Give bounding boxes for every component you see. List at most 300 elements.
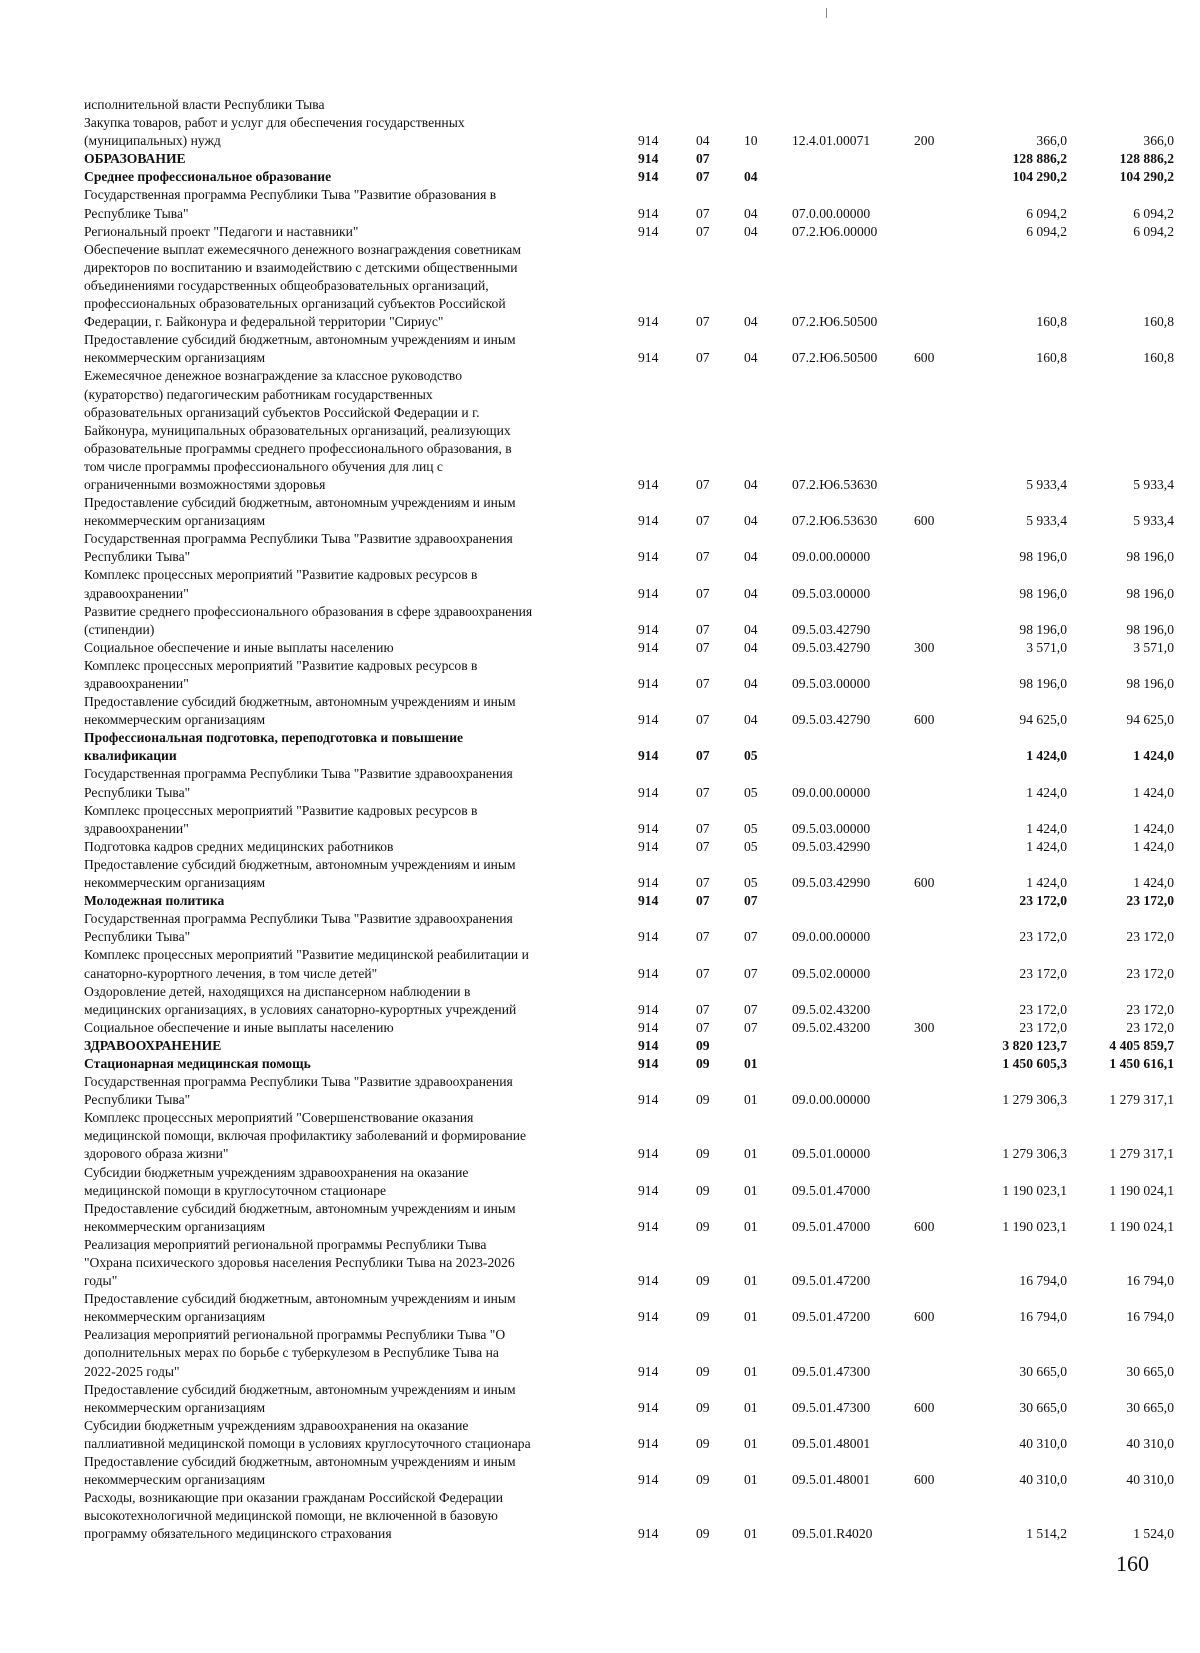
grbs-code: 914: [638, 875, 659, 891]
grbs-code: 914: [638, 1363, 659, 1379]
section-code: 07: [696, 350, 710, 366]
section-code: 09: [696, 1526, 710, 1542]
amount-first-year: 23 172,0: [1019, 965, 1067, 981]
table-row: [84, 892, 1174, 910]
amount-second-year: 16 794,0: [1126, 1273, 1174, 1289]
grbs-code: 914: [638, 712, 659, 728]
row-description: Комплекс процессных мероприятий "Развитие медицинской реабилитации и санаторно-курортного лечения, в том числе детей": [84, 947, 529, 981]
table-row: [84, 1453, 1174, 1489]
row-description: Комплекс процессных мероприятий "Совершенствование оказания медицинской помощи, включая профилактику заболеваний и формирование здорового образа жизни": [84, 1110, 527, 1162]
row-description: ОБРАЗОВАНИЕ: [84, 151, 186, 167]
table-row: [84, 186, 1174, 222]
target-article-code: 07.2.Ю6.00000: [792, 223, 878, 239]
section-code: 09: [696, 1055, 710, 1071]
row-description: Стационарная медицинская помощь: [84, 1055, 311, 1071]
row-description: Развитие среднего профессионального образования в сфере здравоохранения (стипендии): [84, 603, 533, 637]
grbs-code: 914: [638, 1182, 659, 1198]
section-code: 07: [696, 621, 710, 637]
subsection-code: 01: [744, 1182, 758, 1198]
amount-first-year: 1 190 023,1: [1002, 1218, 1067, 1234]
table-row: [84, 1290, 1174, 1326]
target-article-code: 09.5.01.47200: [792, 1273, 871, 1289]
section-code: 07: [696, 875, 710, 891]
subsection-code: 01: [744, 1146, 758, 1162]
section-code: 09: [696, 1363, 710, 1379]
table-row: [84, 150, 1174, 168]
amount-second-year: 1 424,0: [1133, 875, 1174, 891]
amount-first-year: 366,0: [1036, 133, 1067, 149]
table-row: [84, 983, 1174, 1019]
amount-first-year: 1 190 023,1: [1002, 1182, 1067, 1198]
section-code: 09: [696, 1218, 710, 1234]
grbs-code: 914: [638, 1472, 659, 1488]
subsection-code: 04: [744, 350, 758, 366]
row-description: Комплекс процессных мероприятий "Развитие кадровых ресурсов в здравоохранении": [84, 657, 478, 691]
section-code: 07: [696, 151, 710, 167]
target-article-code: 09.0.00.00000: [792, 784, 871, 800]
row-description: Профессиональная подготовка, переподготовка и повышение квалификации: [84, 730, 464, 764]
grbs-code: 914: [638, 639, 659, 655]
amount-second-year: 6 094,2: [1133, 205, 1174, 221]
subsection-code: 05: [744, 748, 758, 764]
section-code: 09: [696, 1435, 710, 1451]
table-row: [84, 693, 1174, 729]
amount-first-year: 23 172,0: [1019, 1019, 1067, 1035]
subsection-code: 01: [744, 1526, 758, 1542]
target-article-code: 09.5.01.47000: [792, 1218, 871, 1234]
amount-first-year: 16 794,0: [1019, 1273, 1067, 1289]
grbs-code: 914: [638, 676, 659, 691]
table-row: [84, 1073, 1174, 1109]
section-code: 07: [696, 712, 710, 728]
table-row: [84, 657, 1174, 693]
grbs-code: 914: [638, 169, 659, 185]
table-row: [84, 1326, 1174, 1380]
grbs-code: 914: [638, 314, 659, 330]
grbs-code: 914: [638, 621, 659, 637]
table-row: [84, 1109, 1174, 1163]
grbs-code: 914: [638, 838, 659, 854]
amount-second-year: 128 886,2: [1119, 151, 1174, 167]
target-article-code: 09.5.03.42790: [792, 621, 871, 637]
section-code: 07: [696, 314, 710, 330]
amount-first-year: 160,8: [1036, 350, 1067, 366]
amount-first-year: 3 571,0: [1026, 639, 1067, 655]
amount-first-year: 6 094,2: [1026, 223, 1067, 239]
section-code: 07: [696, 205, 710, 221]
target-article-code: 09.5.03.42990: [792, 838, 871, 854]
amount-second-year: 6 094,2: [1133, 223, 1174, 239]
table-row: [84, 223, 1174, 241]
table-row: [84, 639, 1174, 657]
section-code: 07: [696, 585, 710, 601]
expense-type-code: 600: [914, 1399, 935, 1415]
amount-second-year: 5 933,4: [1133, 476, 1174, 492]
amount-second-year: 30 665,0: [1126, 1363, 1174, 1379]
table-row: [84, 1489, 1174, 1543]
section-code: 07: [696, 476, 710, 492]
row-description: Предоставление субсидий бюджетным, автономным учреждениям и иным некоммерческим организациям: [84, 1454, 516, 1488]
table-row: [84, 729, 1174, 765]
amount-first-year: 3 820 123,7: [1002, 1037, 1067, 1053]
subsection-code: 04: [744, 205, 758, 221]
grbs-code: 914: [638, 1092, 659, 1108]
row-description: Государственная программа Республики Тыва "Развитие здравоохранения Республики Тыва": [84, 531, 513, 565]
target-article-code: 09.5.03.42790: [792, 712, 871, 728]
subsection-code: 05: [744, 875, 758, 891]
amount-first-year: 128 886,2: [1012, 151, 1067, 167]
section-code: 07: [696, 676, 710, 691]
subsection-code: 04: [744, 676, 758, 691]
section-code: 09: [696, 1146, 710, 1162]
table-row: [84, 856, 1174, 892]
subsection-code: 04: [744, 621, 758, 637]
amount-second-year: 98 196,0: [1126, 676, 1174, 691]
section-code: 07: [696, 748, 710, 764]
expense-type-code: 600: [914, 1472, 935, 1488]
amount-second-year: 3 571,0: [1133, 639, 1174, 655]
section-code: 09: [696, 1309, 710, 1325]
target-article-code: 09.0.00.00000: [792, 929, 871, 945]
table-row: [84, 946, 1174, 982]
section-code: 07: [696, 549, 710, 565]
amount-first-year: 1 279 306,3: [1002, 1092, 1067, 1108]
subsection-code: 07: [744, 965, 758, 981]
target-article-code: 09.5.01.47200: [792, 1309, 871, 1325]
amount-second-year: 30 665,0: [1126, 1399, 1174, 1415]
subsection-code: 04: [744, 314, 758, 330]
amount-first-year: 94 625,0: [1019, 712, 1067, 728]
target-article-code: 09.5.03.00000: [792, 585, 871, 601]
amount-second-year: 104 290,2: [1119, 169, 1174, 185]
row-description: Комплекс процессных мероприятий "Развитие кадровых ресурсов в здравоохранении": [84, 802, 478, 836]
row-description: исполнительной власти Республики Тыва: [84, 97, 325, 112]
subsection-code: 05: [744, 784, 758, 800]
expense-type-code: 600: [914, 875, 935, 891]
amount-second-year: 160,8: [1143, 314, 1174, 330]
target-article-code: 09.5.03.00000: [792, 820, 871, 836]
grbs-code: 914: [638, 784, 659, 800]
grbs-code: 914: [638, 820, 659, 836]
table-row: [84, 910, 1174, 946]
subsection-code: 05: [744, 838, 758, 854]
amount-second-year: 1 190 024,1: [1109, 1218, 1174, 1234]
target-article-code: 09.5.01.48001: [792, 1435, 871, 1451]
table-row: [84, 494, 1174, 530]
expense-type-code: 600: [914, 712, 935, 728]
amount-second-year: 1 424,0: [1133, 784, 1174, 800]
grbs-code: 914: [638, 350, 659, 366]
page-number: 160: [1116, 1551, 1149, 1576]
amount-first-year: 30 665,0: [1019, 1399, 1067, 1415]
subsection-code: 07: [744, 1001, 758, 1017]
table-row: [84, 1236, 1174, 1290]
amount-second-year: 94 625,0: [1126, 712, 1174, 728]
row-description: Государственная программа Республики Тыва "Развитие здравоохранения Республики Тыва": [84, 1074, 513, 1108]
amount-first-year: 23 172,0: [1019, 929, 1067, 945]
row-description: Предоставление субсидий бюджетным, автономным учреждениям и иным некоммерческим организациям: [84, 495, 516, 529]
amount-second-year: 1 524,0: [1133, 1526, 1174, 1542]
amount-first-year: 30 665,0: [1019, 1363, 1067, 1379]
subsection-code: 05: [744, 820, 758, 836]
expense-type-code: 600: [914, 1309, 935, 1325]
amount-second-year: 98 196,0: [1126, 585, 1174, 601]
subsection-code: 01: [744, 1273, 758, 1289]
subsection-code: 04: [744, 639, 758, 655]
table-row: [84, 367, 1174, 494]
section-code: 07: [696, 965, 710, 981]
grbs-code: 914: [638, 1055, 659, 1071]
amount-second-year: 23 172,0: [1126, 965, 1174, 981]
row-description: Предоставление субсидий бюджетным, автономным учреждениям и иным некоммерческим организациям: [84, 1381, 516, 1415]
amount-first-year: 1 424,0: [1026, 875, 1067, 891]
amount-first-year: 1 424,0: [1026, 748, 1067, 764]
amount-second-year: 1 424,0: [1133, 838, 1174, 854]
row-description: Предоставление субсидий бюджетным, автономным учреждениям и иным некоммерческим организациям: [84, 694, 516, 728]
section-code: 07: [696, 169, 710, 185]
amount-first-year: 40 310,0: [1019, 1472, 1067, 1488]
amount-first-year: 23 172,0: [1019, 893, 1067, 909]
row-description: Предоставление субсидий бюджетным, автономным учреждениям и иным некоммерческим организациям: [84, 1291, 516, 1325]
amount-second-year: 1 424,0: [1133, 820, 1174, 836]
table-row: [84, 168, 1174, 186]
target-article-code: 09.5.03.42790: [792, 639, 871, 655]
section-code: 07: [696, 893, 710, 909]
table-row: [84, 1037, 1174, 1055]
amount-second-year: 366,0: [1143, 133, 1174, 149]
subsection-code: 10: [744, 133, 758, 149]
amount-second-year: 40 310,0: [1126, 1472, 1174, 1488]
table-row: [84, 1417, 1174, 1453]
row-description: Подготовка кадров средних медицинских работников: [84, 838, 394, 854]
section-code: 09: [696, 1399, 710, 1415]
amount-second-year: 1 450 616,1: [1109, 1055, 1174, 1071]
subsection-code: 01: [744, 1092, 758, 1108]
section-code: 07: [696, 1001, 710, 1017]
row-description: Государственная программа Республики Тыва "Развитие образования в Республике Тыва": [84, 187, 497, 221]
target-article-code: 09.5.03.00000: [792, 676, 871, 691]
amount-second-year: 98 196,0: [1126, 621, 1174, 637]
subsection-code: 04: [744, 223, 758, 239]
row-description: Предоставление субсидий бюджетным, автономным учреждениям и иным некоммерческим организациям: [84, 1200, 516, 1234]
amount-second-year: 23 172,0: [1126, 929, 1174, 945]
expense-type-code: 600: [914, 1218, 935, 1234]
grbs-code: 914: [638, 1019, 659, 1035]
row-description: ЗДРАВООХРАНЕНИЕ: [84, 1037, 222, 1053]
grbs-code: 914: [638, 1273, 659, 1289]
section-code: 09: [696, 1273, 710, 1289]
target-article-code: 09.5.01.47300: [792, 1363, 871, 1379]
row-description: Расходы, возникающие при оказании гражданам Российской Федерации высокотехнологичной медицинской помощи, не включенной в базовую программу обязательного медицинского страхования: [84, 1490, 504, 1542]
amount-second-year: 40 310,0: [1126, 1435, 1174, 1451]
row-description: Реализация мероприятий региональной программы Республики Тыва "Охрана психического здоровья населения Республики Тыва на 2023-2026 годы": [84, 1236, 515, 1289]
amount-second-year: 16 794,0: [1126, 1309, 1174, 1325]
expense-type-code: 600: [914, 350, 935, 366]
target-article-code: 09.0.00.00000: [792, 1092, 871, 1108]
table-row: [84, 96, 1174, 114]
subsection-code: 01: [744, 1399, 758, 1415]
grbs-code: 914: [638, 748, 659, 764]
table-row: [84, 765, 1174, 801]
grbs-code: 914: [638, 929, 659, 945]
table-row: [84, 530, 1174, 566]
amount-first-year: 1 424,0: [1026, 838, 1067, 854]
target-article-code: 09.5.01.47000: [792, 1182, 871, 1198]
subsection-code: 01: [744, 1435, 758, 1451]
grbs-code: 914: [638, 513, 659, 529]
grbs-code: 914: [638, 133, 659, 149]
scan-mark: [826, 8, 827, 18]
target-article-code: 07.2.Ю6.50500: [792, 314, 878, 330]
target-article-code: 09.5.02.43200: [792, 1001, 871, 1017]
amount-second-year: 1 279 317,1: [1109, 1146, 1174, 1162]
expense-type-code: 600: [914, 513, 935, 529]
grbs-code: 914: [638, 1001, 659, 1017]
row-description: Государственная программа Республики Тыва "Развитие здравоохранения Республики Тыва": [84, 766, 513, 800]
target-article-code: 09.5.01.48001: [792, 1472, 871, 1488]
amount-first-year: 6 094,2: [1026, 205, 1067, 221]
amount-first-year: 16 794,0: [1019, 1309, 1067, 1325]
amount-second-year: 4 405 859,7: [1109, 1037, 1174, 1053]
table-row: [84, 1164, 1174, 1200]
expense-type-code: 200: [914, 133, 935, 149]
section-code: 07: [696, 1019, 710, 1035]
table-row: [84, 241, 1174, 331]
section-code: 09: [696, 1472, 710, 1488]
row-description: Оздоровление детей, находящихся на диспансерном наблюдении в медицинских организациях, в условиях санаторно-курортных учреждений: [84, 983, 517, 1017]
amount-second-year: 23 172,0: [1126, 893, 1174, 909]
amount-first-year: 5 933,4: [1026, 476, 1067, 492]
table-row: [84, 566, 1174, 602]
amount-first-year: 98 196,0: [1019, 549, 1067, 565]
target-article-code: 07.2.Ю6.53630: [792, 476, 878, 492]
amount-first-year: 1 450 605,3: [1002, 1055, 1067, 1071]
amount-second-year: 23 172,0: [1126, 1001, 1174, 1017]
grbs-code: 914: [638, 1526, 659, 1542]
row-description: Обеспечение выплат ежемесячного денежного вознаграждения советникам директоров по воспитанию и взаимодействию с детскими общественными объединениями государственных общеобразовательных организаций, профессиональных образовательных организаций субъектов Российской Федерации, г. Байконура и федеральной территории "Сириус": [84, 241, 521, 330]
grbs-code: 914: [638, 1435, 659, 1451]
amount-second-year: 1 279 317,1: [1109, 1092, 1174, 1108]
amount-first-year: 5 933,4: [1026, 513, 1067, 529]
subsection-code: 07: [744, 929, 758, 945]
grbs-code: 914: [638, 549, 659, 565]
target-article-code: 07.0.00.00000: [792, 205, 871, 221]
target-article-code: 09.0.00.00000: [792, 549, 871, 565]
section-code: 09: [696, 1037, 710, 1053]
subsection-code: 04: [744, 712, 758, 728]
section-code: 07: [696, 639, 710, 655]
table-row: [84, 1200, 1174, 1236]
section-code: 07: [696, 820, 710, 836]
subsection-code: 07: [744, 1019, 758, 1035]
section-code: 07: [696, 784, 710, 800]
table-row: [84, 1055, 1174, 1073]
section-code: 09: [696, 1182, 710, 1198]
row-description: Социальное обеспечение и иные выплаты населению: [84, 1019, 394, 1035]
amount-first-year: 40 310,0: [1019, 1435, 1067, 1451]
target-article-code: 09.5.01.R4020: [792, 1526, 873, 1542]
row-description: Закупка товаров, работ и услуг для обеспечения государственных (муниципальных) нужд: [84, 115, 465, 149]
subsection-code: 04: [744, 549, 758, 565]
section-code: 07: [696, 513, 710, 529]
amount-second-year: 1 424,0: [1133, 748, 1174, 764]
subsection-code: 01: [744, 1218, 758, 1234]
target-article-code: 09.5.01.00000: [792, 1146, 871, 1162]
table-row: [84, 838, 1174, 856]
section-code: 07: [696, 929, 710, 945]
grbs-code: 914: [638, 1146, 659, 1162]
amount-first-year: 1 424,0: [1026, 820, 1067, 836]
table-row: [84, 114, 1174, 150]
target-article-code: 07.2.Ю6.53630: [792, 513, 878, 529]
row-description: Среднее профессиональное образование: [84, 169, 332, 185]
subsection-code: 07: [744, 893, 758, 909]
target-article-code: 09.5.02.43200: [792, 1019, 871, 1035]
target-article-code: 09.5.01.47300: [792, 1399, 871, 1415]
row-description: Предоставление субсидий бюджетным, автономным учреждениям и иным некоммерческим организациям: [84, 332, 516, 366]
grbs-code: 914: [638, 151, 659, 167]
grbs-code: 914: [638, 585, 659, 601]
target-article-code: 07.2.Ю6.50500: [792, 350, 878, 366]
grbs-code: 914: [638, 1309, 659, 1325]
amount-first-year: 23 172,0: [1019, 1001, 1067, 1017]
table-row: [84, 802, 1174, 838]
row-description: Субсидии бюджетным учреждениям здравоохранения на оказание паллиативной медицинской помощи в условиях круглосуточного стационара: [84, 1417, 531, 1451]
subsection-code: 04: [744, 513, 758, 529]
amount-second-year: 5 933,4: [1133, 513, 1174, 529]
row-description: Региональный проект "Педагоги и наставники": [84, 223, 359, 239]
grbs-code: 914: [638, 965, 659, 981]
subsection-code: 01: [744, 1363, 758, 1379]
expense-type-code: 300: [914, 1019, 935, 1035]
row-description: Предоставление субсидий бюджетным, автономным учреждениям и иным некоммерческим организациям: [84, 856, 516, 891]
amount-first-year: 1 514,2: [1026, 1526, 1067, 1542]
amount-second-year: 23 172,0: [1126, 1019, 1174, 1035]
row-description: Молодежная политика: [84, 893, 225, 909]
amount-first-year: 1 279 306,3: [1002, 1146, 1067, 1162]
amount-first-year: 98 196,0: [1019, 585, 1067, 601]
amount-first-year: 104 290,2: [1012, 169, 1067, 185]
subsection-code: 01: [744, 1472, 758, 1488]
grbs-code: 914: [638, 223, 659, 239]
subsection-code: 04: [744, 476, 758, 492]
table-row: [84, 331, 1174, 367]
section-code: 07: [696, 223, 710, 239]
grbs-code: 914: [638, 1037, 659, 1053]
subsection-code: 01: [744, 1055, 758, 1071]
grbs-code: 914: [638, 893, 659, 909]
amount-second-year: 98 196,0: [1126, 549, 1174, 565]
target-article-code: 09.5.02.00000: [792, 965, 871, 981]
row-description: Социальное обеспечение и иные выплаты населению: [84, 639, 394, 655]
table-row: [84, 1381, 1174, 1417]
grbs-code: 914: [638, 1399, 659, 1415]
grbs-code: 914: [638, 205, 659, 221]
table-row: [84, 1019, 1174, 1037]
grbs-code: 914: [638, 1218, 659, 1234]
amount-second-year: 1 190 024,1: [1109, 1182, 1174, 1198]
table-row: [84, 603, 1174, 639]
section-code: 09: [696, 1092, 710, 1108]
row-description: Субсидии бюджетным учреждениям здравоохранения на оказание медицинской помощи в круглосуточном стационаре: [84, 1164, 469, 1198]
subsection-code: 01: [744, 1309, 758, 1325]
subsection-code: 04: [744, 169, 758, 185]
subsection-code: 04: [744, 585, 758, 601]
row-description: Реализация мероприятий региональной программы Республики Тыва "О дополнительных мерах по борьбе с туберкулезом в Республике Тыва на 2022-2025 годы": [84, 1327, 506, 1379]
amount-first-year: 160,8: [1036, 314, 1067, 330]
amount-first-year: 98 196,0: [1019, 621, 1067, 637]
section-code: 04: [696, 133, 710, 149]
